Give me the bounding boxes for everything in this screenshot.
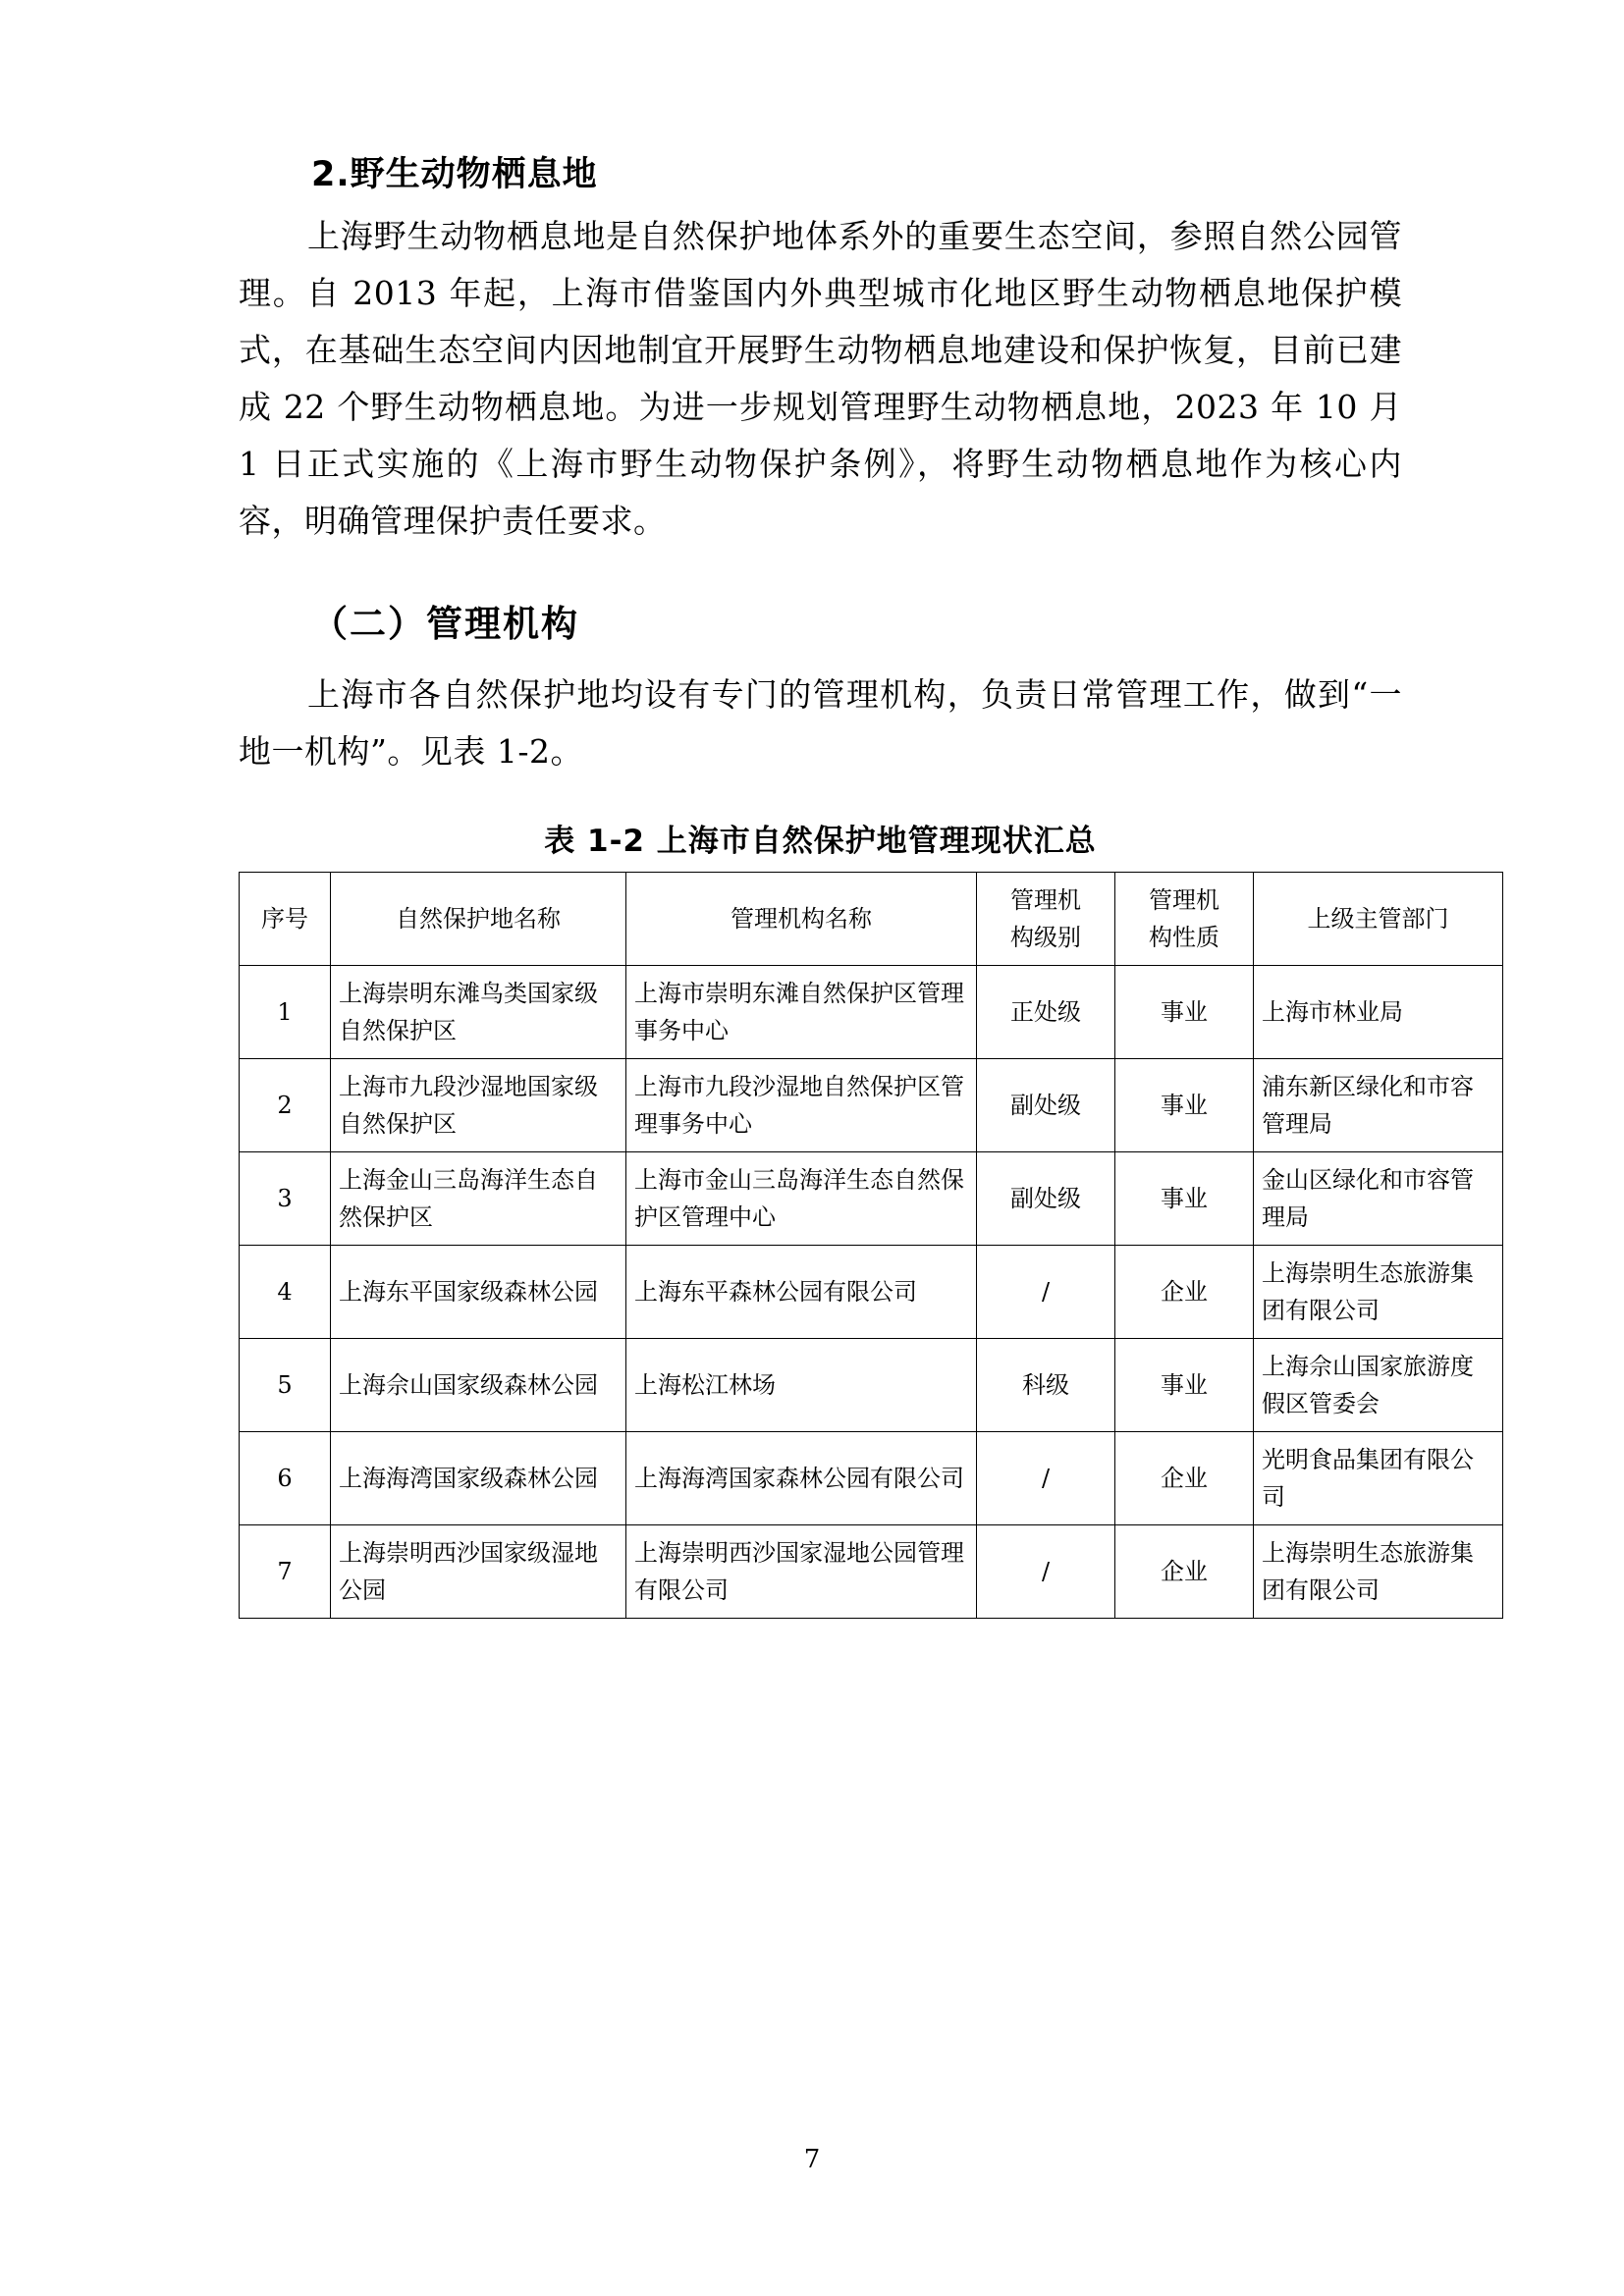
cell-level: / xyxy=(977,1246,1115,1339)
cell-dept: 浦东新区绿化和市容管理局 xyxy=(1254,1059,1503,1152)
cell-index: 1 xyxy=(240,966,331,1059)
cell-dept: 上海崇明生态旅游集团有限公司 xyxy=(1254,1246,1503,1339)
page-content xyxy=(239,147,1474,1619)
cell-index: 5 xyxy=(240,1339,331,1432)
table-header-row xyxy=(240,873,1503,966)
header-level-line1: 管理机 xyxy=(1010,886,1081,915)
header-index: 序号 xyxy=(240,873,331,966)
header-type-line1: 管理机 xyxy=(1149,886,1219,915)
cell-type: 事业 xyxy=(1115,966,1254,1059)
cell-org: 上海松江林场 xyxy=(626,1339,977,1432)
cell-level: 科级 xyxy=(977,1339,1115,1432)
header-type xyxy=(1115,873,1254,966)
protected-areas-management-table xyxy=(239,872,1503,1619)
header-type-line2: 构性质 xyxy=(1149,924,1219,952)
table-row xyxy=(240,1339,1503,1432)
page-number: 7 xyxy=(803,2145,821,2174)
cell-dept: 上海崇明生态旅游集团有限公司 xyxy=(1254,1525,1503,1619)
table-row xyxy=(240,1432,1503,1525)
cell-dept: 金山区绿化和市容管理局 xyxy=(1254,1152,1503,1246)
cell-type: 企业 xyxy=(1115,1246,1254,1339)
table-body xyxy=(240,966,1503,1619)
cell-name: 上海东平国家级森林公园 xyxy=(331,1246,626,1339)
heading-management-bodies: （二）管理机构 xyxy=(311,603,579,645)
paragraph-wildlife-habitat: 上海野生动物栖息地是自然保护地体系外的重要生态空间，参照自然公园管理。自 2013 年起，上海市借鉴国内外典型城市化地区野生动物栖息地保护模式，在基础生态空间内因地制宜开展野生动物栖息地建设和保护恢复，目前已建成 22 个野生动物栖息地。为进一步规划管理野生动物栖息地，2023 年 10 月 1 日正式实施的《上海市野生动物保护条例》，将野生动物栖息地作为核心内容，明确管理保护责任要求。 xyxy=(239,217,1402,540)
cell-index: 4 xyxy=(240,1246,331,1339)
cell-org: 上海市崇明东滩自然保护区管理事务中心 xyxy=(626,966,977,1059)
cell-index: 6 xyxy=(240,1432,331,1525)
cell-level: / xyxy=(977,1525,1115,1619)
cell-index: 7 xyxy=(240,1525,331,1619)
cell-level: / xyxy=(977,1432,1115,1525)
heading-wildlife-habitat: 2.野生动物栖息地 xyxy=(311,155,598,194)
cell-level: 副处级 xyxy=(977,1059,1115,1152)
paragraph-management-bodies: 上海市各自然保护地均设有专门的管理机构，负责日常管理工作，做到“一地一机构”。见表 1-2。 xyxy=(239,675,1402,772)
cell-name: 上海市九段沙湿地国家级自然保护区 xyxy=(331,1059,626,1152)
table-head xyxy=(240,873,1503,966)
cell-level: 正处级 xyxy=(977,966,1115,1059)
cell-type: 事业 xyxy=(1115,1059,1254,1152)
header-level xyxy=(977,873,1115,966)
cell-dept: 光明食品集团有限公司 xyxy=(1254,1432,1503,1525)
cell-type: 事业 xyxy=(1115,1339,1254,1432)
cell-name: 上海金山三岛海洋生态自然保护区 xyxy=(331,1152,626,1246)
cell-name: 上海崇明东滩鸟类国家级自然保护区 xyxy=(331,966,626,1059)
table-row xyxy=(240,1152,1503,1246)
cell-org: 上海崇明西沙国家湿地公园管理有限公司 xyxy=(626,1525,977,1619)
table-row xyxy=(240,1059,1503,1152)
cell-dept: 上海市林业局 xyxy=(1254,966,1503,1059)
cell-index: 2 xyxy=(240,1059,331,1152)
cell-org: 上海东平森林公园有限公司 xyxy=(626,1246,977,1339)
cell-org: 上海市金山三岛海洋生态自然保护区管理中心 xyxy=(626,1152,977,1246)
cell-level: 副处级 xyxy=(977,1152,1115,1246)
cell-name: 上海崇明西沙国家级湿地公园 xyxy=(331,1525,626,1619)
header-level-line2: 构级别 xyxy=(1010,924,1081,952)
cell-org: 上海海湾国家森林公园有限公司 xyxy=(626,1432,977,1525)
cell-name: 上海佘山国家级森林公园 xyxy=(331,1339,626,1432)
cell-name: 上海海湾国家级森林公园 xyxy=(331,1432,626,1525)
cell-type: 事业 xyxy=(1115,1152,1254,1246)
cell-dept: 上海佘山国家旅游度假区管委会 xyxy=(1254,1339,1503,1432)
header-org: 管理机构名称 xyxy=(626,873,977,966)
table-row xyxy=(240,1246,1503,1339)
cell-org: 上海市九段沙湿地自然保护区管理事务中心 xyxy=(626,1059,977,1152)
table-row xyxy=(240,966,1503,1059)
cell-type: 企业 xyxy=(1115,1525,1254,1619)
cell-type: 企业 xyxy=(1115,1432,1254,1525)
header-name: 自然保护地名称 xyxy=(331,873,626,966)
header-dept: 上级主管部门 xyxy=(1254,873,1503,966)
cell-index: 3 xyxy=(240,1152,331,1246)
table-caption: 表 1-2 上海市自然保护地管理现状汇总 xyxy=(544,824,1097,860)
table-row xyxy=(240,1525,1503,1619)
